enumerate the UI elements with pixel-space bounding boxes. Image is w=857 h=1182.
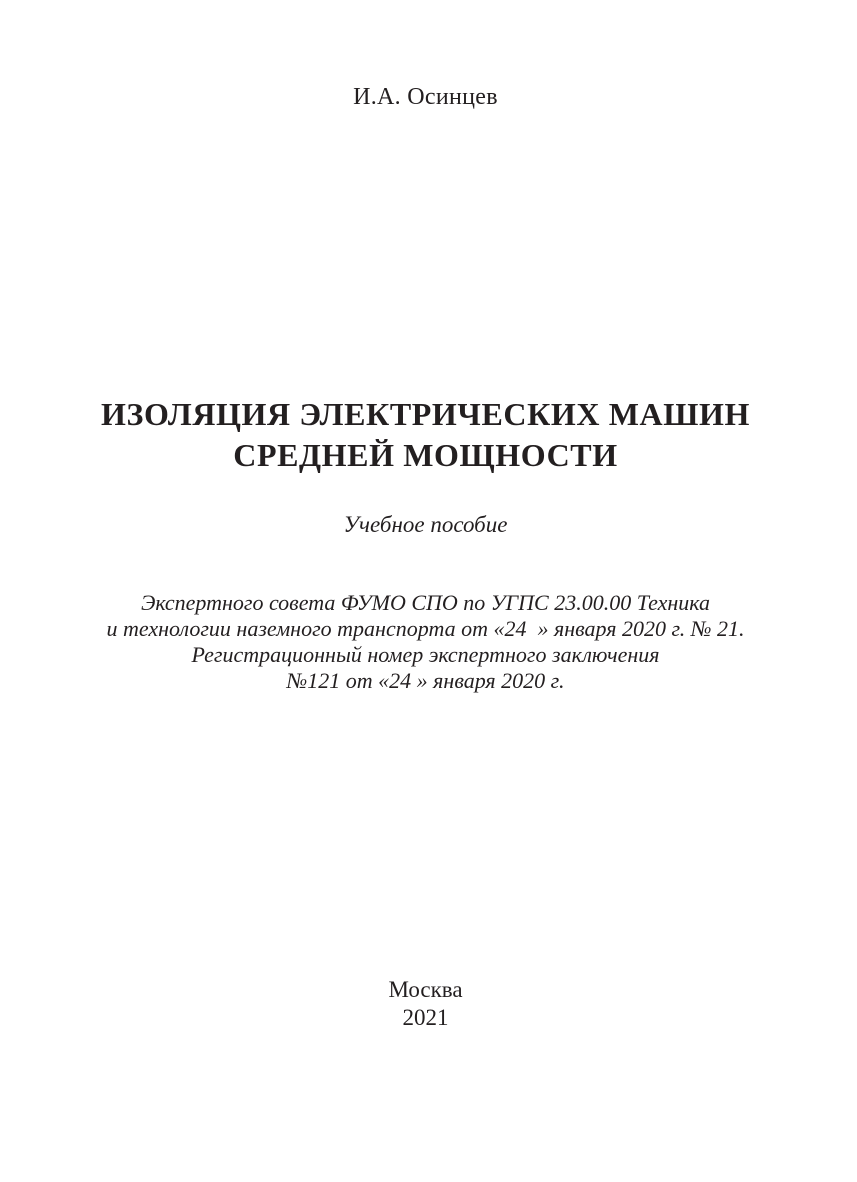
- approval-line-1: Экспертного совета ФУМО СПО по УГПС 23.00.00 Техника: [140, 590, 711, 615]
- book-subtitle: Учебное пособие: [343, 512, 508, 537]
- imprint: [0, 976, 851, 1032]
- approval-line-2: и технологии наземного транспорта от «24 » января 2020 г. № 21.: [106, 616, 745, 641]
- book-title: [0, 394, 851, 476]
- book-title-line-2: СРЕДНЕЙ МОЩНОСТИ: [233, 437, 618, 473]
- author-name: И.А. Осинцев: [353, 84, 498, 110]
- approval-line-3: Регистрационный номер экспертного заключения: [191, 642, 660, 667]
- approval-statement: [0, 590, 851, 694]
- imprint-year: 2021: [402, 1005, 449, 1030]
- book-title-line-1: ИЗОЛЯЦИЯ ЭЛЕКТРИЧЕСКИХ МАШИН: [101, 396, 750, 432]
- approval-line-4: №121 от «24 » января 2020 г.: [286, 668, 565, 693]
- imprint-city: Москва: [388, 977, 463, 1002]
